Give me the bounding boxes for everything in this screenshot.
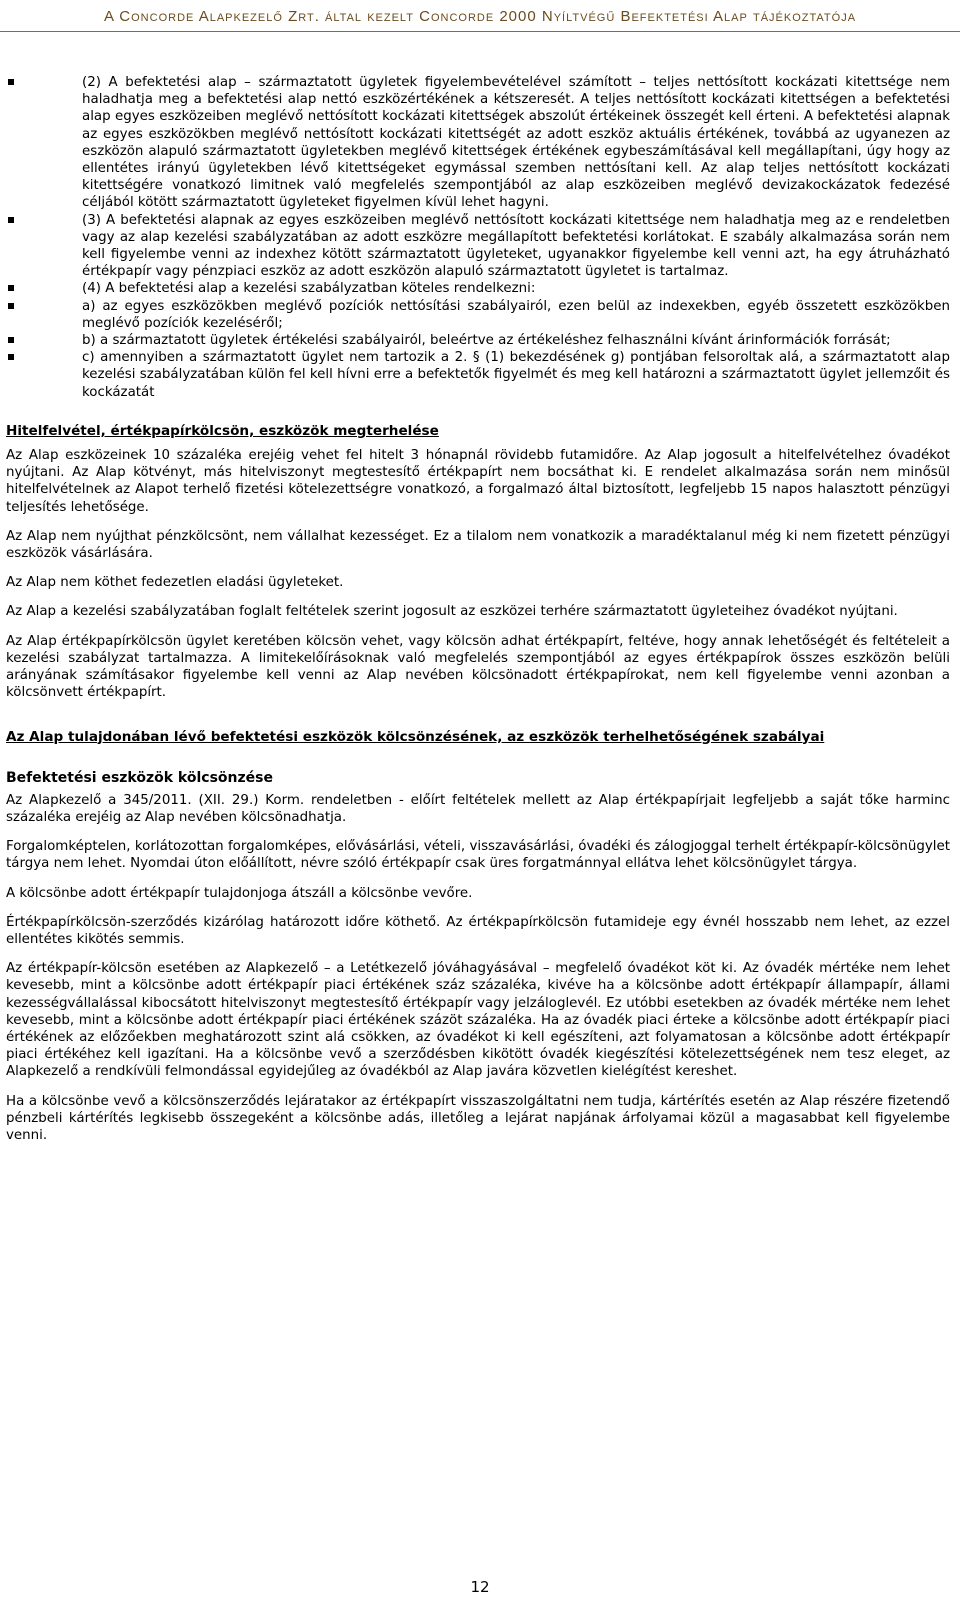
list-item: b) a származtatott ügyletek értékelési szabályairól, beleértve az értékeléshez felhasználni kívánt árinformációk forrását; xyxy=(6,332,950,349)
list-item: (2) A befektetési alap – származtatott ügyletek figyelembevételével számított – teljes nettósított kockázati kitettsége nem haladhatja meg a befektetési alap nettó eszközértékének a kétszeresét. A teljes nettósított kockázati kitettségen a befektetési alap egyes eszközeiben meglévő nettósított kockázati kitettségek abszolút értékeinek összegét kell érteni. A befektetési alapnak az egyes eszközökben meglévő nettósított kockázati kitettségét az adott eszköz aktuális értékének, továbbá az ugyanezen az eszközön alapuló származtatott ügyletekben meglévő kitettségek értékének egybeszámításával kell megállapítani, úgy hogy az ellentétes irányú ügyletekben lévő kitettségeket egymással szemben nettósítani kell. Az alap teljes nettósított kockázati kitettségére vonatkozó limitnek való megfelelés szempontjából az alap eszközeiben meglévő devizakockázatok fedezésé céljából kötött származtatott ügyleteket figyelmen kívül lehet hagyni. xyxy=(6,74,950,212)
section-heading: Hitelfelvétel, értékpapírkölcsön, eszközök megterhelése xyxy=(6,422,439,439)
square-bullet-icon xyxy=(8,354,14,360)
list-item: (3) A befektetési alapnak az egyes eszközeiben meglévő nettósított kockázati kitettsége nem haladhatja meg az e rendeletben vagy az alap kezelési szabályzatában az adott eszközre megállapított befektetési korlátokat. E szabály alkalmazása során nem kell figyelembe venni az indexhez kötött származtatott ügyleteket, ugyanakkor figyelembe kell venni azt, ha egy átruházható értékpapír vagy pénzpiaci eszköz az adott eszközön alapuló származtatott ügyletet is tartalmaz. xyxy=(6,212,950,281)
paragraph: A kölcsönbe adott értékpapír tulajdonjoga átszáll a kölcsönbe vevőre. xyxy=(6,885,473,901)
square-bullet-icon xyxy=(8,303,14,309)
paragraph: Az Alapkezelő a 345/2011. (XII. 29.) Korm. rendeletben - előírt feltételek mellett az Alap értékpapírjait legfeljebb a saját tőke harminc százaléka erejéig az Alap nevében kölcsönadhatja. xyxy=(6,792,950,825)
paragraph: Az értékpapír-kölcsön esetében az Alapkezelő – a Letétkezelő jóváhagyásával – megfelelő óvadékot köt ki. Az óvadék mértéke nem lehet kevesebb, mint a kölcsönbe adott értékpapír piaci értékének száz százaléka, kivéve ha a kölcsönbe adott értékpapír állampapír, állami kezességvállalással kibocsátott hitelviszonyt megtestesítő értékpapír vagy jelzáloglevél. Ez utóbbi esetekben az óvadék mértéke nem lehet kevesebb, mint a kölcsönbe adott értékpapír piaci értékének százöt százaléka. Ha az óvadék piaci érteke a kölcsönbe adott értékpapír piaci értékének az előzőekben meghatározott szint alá csökken, az óvadékot ki kell egészíteni, azt folyamatosan a kölcsönbe adott értékpapír piaci értékéhez kell igazítani. Ha a kölcsönbe vevő a szerződésben kikötött óvadék kiegészítési kötelezettségének nem tesz eleget, az Alapkezelő a rendkívüli felmondással egyidejűleg az óvadékból az Alap javára közvetlen kielégítést kereshet. xyxy=(6,961,950,1080)
header-rule xyxy=(0,31,960,32)
paragraph: Az Alap eszközeinek 10 százaléka erejéig vehet fel hitelt 3 hónapnál rövidebb futamidőre. Az Alap jogosult a hitelfelvételhez óvadékot nyújtani. Az Alap kötvényt, más hitelviszonyt megtestesítő értékpapírt nem bocsáthat ki. E rendelet alkalmazása során nem minősül hitelfelvételnek az Alapot terhelő fizetési kötelezettségre vonatkozó, a forgalmazó által biztosított, legfeljebb 15 napos halasztott pénzügyi teljesítés lehetősége. xyxy=(6,448,950,515)
list-item: c) amennyiben a származtatott ügylet nem tartozik a 2. § (1) bekezdésének g) pontjában felsoroltak alá, a származtatott alap kezelési szabályzatában külön fel kell hívni erre a befektetők figyelmét és meg kell határozni a származtatott ügylet jellemzőit és kockázatát xyxy=(6,349,950,401)
paragraph: Értékpapírkölcsön-szerződés kizárólag határozott időre köthető. Az értékpapírkölcsön futamideje egy évnél hosszabb nem lehet, az ezzel ellentétes kikötés semmis. xyxy=(6,914,950,947)
list-item: (4) A befektetési alap a kezelési szabályzatban köteles rendelkezni: xyxy=(6,280,950,297)
running-header-title: A Concorde Alapkezelő Zrt. által kezelt Concorde 2000 Nyíltvégű Befektetési Alap tájékoztatója xyxy=(103,7,857,25)
paragraph: Az Alap nem köthet fedezetlen eladási ügyleteket. xyxy=(6,575,344,591)
paragraph: Forgalomképtelen, korlátozottan forgalomképes, elővásárlási, vételi, visszavásárlási, óvadéki és zálogjoggal terhelt értékpapír-kölcsönügylet tárgya nem lehet. Nyomdai úton előállított, névre szóló értékpapír csak üres forgatmánnyal ellátva lehet kölcsönügylet tárgya. xyxy=(6,839,950,872)
square-bullet-icon xyxy=(8,217,14,223)
document-body xyxy=(6,74,950,1156)
paragraph: Az Alap nem nyújthat pénzkölcsönt, nem vállalhat kezességet. Ez a tilalom nem vonatkozik a maradéktalanul még ki nem fizetett pénzügyi eszközök vásárlására. xyxy=(6,528,950,562)
paragraph: Az Alap a kezelési szabályzatában foglalt feltételek szerint jogosult az eszközei terhére származtatott ügyleteihez óvadékot nyújtani. xyxy=(6,604,898,620)
list-item: a) az egyes eszközökben meglévő pozíciók nettósítási szabályairól, ezen belül az indexekben, egyéb összetett eszközökben meglévő pozíciók kezeléséről; xyxy=(6,298,950,332)
paragraph: Az Alap értékpapírkölcsön ügylet keretében kölcsön vehet, vagy kölcsön adhat értékpapírt, feltéve, hogy annak lehetőségét és feltételeit a kezelési szabályzat tartalmazza. A limitekelőírásoknak való megfelelés szempontjából az egyes értékpapírok összes eszközön belüli arányának számításakor figyelembe kell venni az Alap nevében kölcsönadott értékpapírokat, nem kell figyelembe venni azonban a kölcsönvett értékpapírt. xyxy=(6,633,950,701)
square-bullet-icon xyxy=(8,337,14,343)
section-heading: Az Alap tulajdonában lévő befektetési eszközök kölcsönzésének, az eszközök terhelhetőségének szabályai xyxy=(6,728,825,745)
bullet-list xyxy=(6,74,950,401)
subsection-heading: Befektetési eszközök kölcsönzése xyxy=(6,769,273,786)
square-bullet-icon xyxy=(8,79,14,85)
paragraph: Ha a kölcsönbe vevő a kölcsönszerződés lejáratakor az értékpapírt visszaszolgáltatni nem tudja, kártérítés esetén az Alap részére fizetendő pénzbeli kártérítés legkisebb összegeként a kölcsönbe adás, illetőleg a lejárat napjának árfolyamai közül a magasabbat kell figyelembe venni. xyxy=(6,1093,950,1143)
running-header xyxy=(0,0,960,32)
square-bullet-icon xyxy=(8,285,14,291)
page-number: 12 xyxy=(470,1578,490,1596)
